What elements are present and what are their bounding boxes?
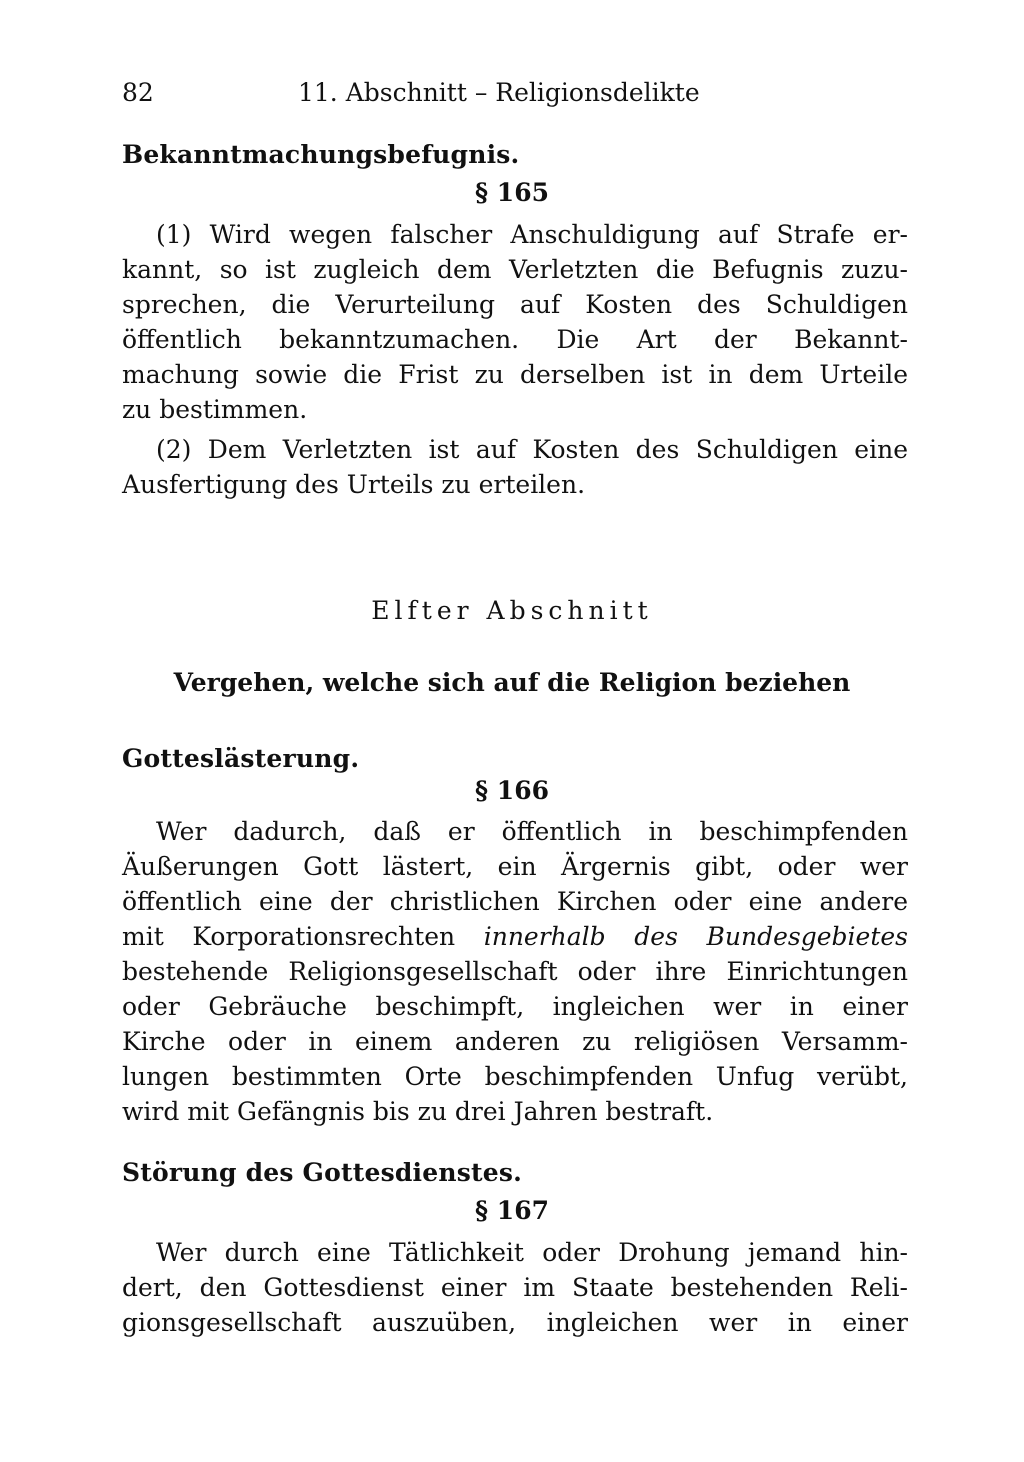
paragraph-sign-166: § 166	[475, 776, 549, 805]
text-line: machung sowie die Frist zu derselben ist in dem Urteile	[122, 360, 908, 389]
text-line: dert, den Gottesdienst einer im Staate bestehenden Reli-	[122, 1273, 908, 1302]
text-line: Kirche oder in einem anderen zu religiösen Versamm-	[122, 1027, 908, 1056]
text-line: öffentlich eine der christlichen Kirchen oder eine andere	[122, 887, 908, 916]
text-line: (1) Wird wegen falscher Anschuldigung auf Strafe er-	[156, 220, 908, 249]
running-title: 11. Abschnitt – Religionsdelikte	[298, 78, 700, 107]
text-line: Ausfertigung des Urteils zu erteilen.	[122, 470, 586, 499]
rubric-166: Gotteslästerung.	[122, 744, 360, 773]
section-title: Vergehen, welche sich auf die Religion beziehen	[173, 668, 851, 697]
text-line: Wer durch eine Tätlichkeit oder Drohung jemand hin-	[156, 1238, 908, 1267]
text-plain: mit Korporationsrechten	[122, 922, 456, 951]
text-line: lungen bestimmten Orte beschimpfenden Unfug verübt,	[122, 1062, 908, 1091]
text-line: sprechen, die Verurteilung auf Kosten des Schuldigen	[122, 290, 908, 319]
text-line: gionsgesellschaft auszuüben, ingleichen wer in einer	[122, 1308, 908, 1337]
text-line: öffentlich bekanntzumachen. Die Art der Bekannt-	[122, 325, 908, 354]
text-line: zu bestimmen.	[122, 395, 308, 424]
section-label: Elfter Abschnitt	[371, 596, 653, 625]
text-line: (2) Dem Verletzten ist auf Kosten des Schuldigen eine	[156, 435, 908, 464]
page-number: 82	[122, 78, 154, 107]
text-line-mixed	[122, 920, 908, 954]
text-line: bestehende Religionsgesellschaft oder ihre Einrichtungen	[122, 957, 908, 986]
text-line: oder Gebräuche beschimpft, ingleichen wer in einer	[122, 992, 908, 1021]
text-italic: innerhalb des Bundesgebietes	[483, 922, 909, 951]
paragraph-sign-167: § 167	[475, 1196, 549, 1225]
rubric-167: Störung des Gottesdienstes.	[122, 1158, 523, 1187]
rubric-165: Bekanntmachungsbefugnis.	[122, 140, 520, 169]
text-line: Wer dadurch, daß er öffentlich in beschimpfenden	[156, 817, 908, 846]
text-line: Äußerungen Gott lästert, ein Ärgernis gibt, oder wer	[122, 852, 908, 881]
text-line: kannt, so ist zugleich dem Verletzten die Befugnis zuzu-	[122, 255, 908, 284]
text-line: wird mit Gefängnis bis zu drei Jahren bestraft.	[122, 1097, 714, 1126]
paragraph-sign-165: § 165	[475, 178, 549, 207]
